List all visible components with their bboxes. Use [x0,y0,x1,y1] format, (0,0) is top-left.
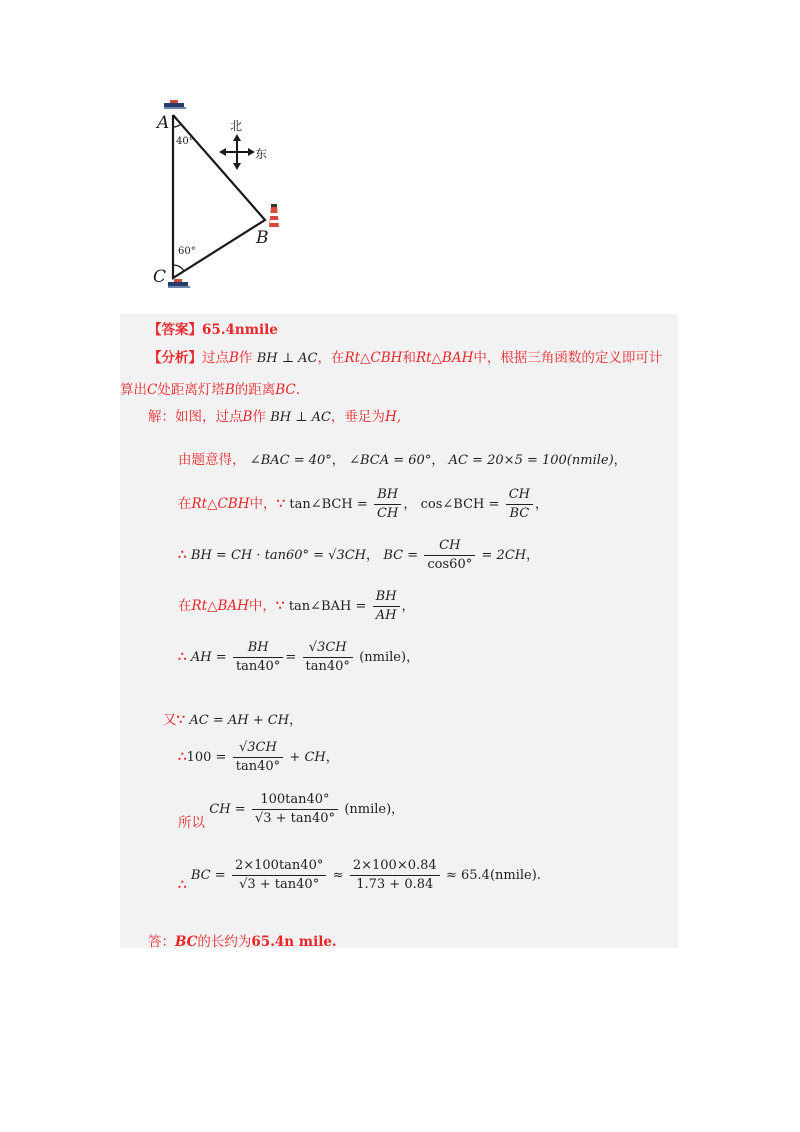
fraction-numerator: √3CH [303,640,353,658]
cos-bch-label: cos∠BCH = [420,497,500,512]
equation-100: 100 = [186,750,227,765]
fraction-denominator: 1.73 + 0.84 [356,877,434,892]
solution-text: 解：如图，过点 [148,409,243,425]
bc-equals-2ch: = 2CH [481,548,527,563]
analysis-text: 算出 [120,382,147,398]
analysis-text: 的距离 [234,382,276,398]
compass-north-label: 北 [230,119,243,133]
fraction-numerator: BH [233,640,283,658]
therefore-symbol: ∴ [178,749,187,765]
compass-arrows [219,134,255,170]
solution-text: 由题意得， [178,452,246,468]
fraction-bh-ch [374,487,401,522]
solution-text: 答： [148,934,175,950]
final-answer-value: 65.4n mile. [251,934,337,950]
analysis-text: 中，根据三角函数的定义即可计 [473,350,663,366]
analysis-text: 作 [238,350,253,366]
bc-label: BC = [383,548,419,563]
vertex-label-a: A [157,113,170,133]
solution-line-3: 在Rt△CBH中，∵ tan∠BCH = $\frac{BH}{CH}$ ， cos∠BCH = $\frac{CH}{BC}$ ， [178,487,549,521]
fraction-numerator: 100tan40° [252,792,338,810]
analysis-point-b: B [224,382,235,398]
solution-line-6: ∴ AH = $\frac{BH}{\tan 40^\circ}$ = $\frac{√3CH}{\tan 40^\circ}$ (nmile)， [178,640,420,674]
answer-line [148,318,278,338]
fraction-denominator: BC [509,506,530,521]
solution-text: 作 [252,409,266,425]
because-symbol: ∵ [276,496,286,512]
length-ac: AC = 20×5 = 100(nmile) [448,453,614,468]
fraction-ch-result [252,792,338,827]
approx-symbol: ≈ [332,868,344,883]
solution-line-7: 又∵ AC = AH + CH， [163,712,303,728]
angle-arc-a [173,124,181,127]
final-answer-line [148,930,337,950]
solution-line-9: 所以 CH = $\frac{100\tan 40^\circ}{√3 + \tan 40^\circ}$ (nmile)， [178,792,405,831]
fraction-numerator: 2×100tan40° [232,858,326,876]
ac-sum-expression: AC = AH + CH [189,713,290,728]
bc-label: BC = [190,868,226,883]
answer-tag: 【答案】 [148,322,202,338]
fraction-bh-ah [373,589,400,624]
solution-line-2: 由题意得， ∠BAC = 40°， ∠BCA = 60°， AC = 20×5 = 100(nmile)， [178,452,627,468]
fraction-denominator: tan40° [235,759,281,774]
solution-text: 中， [248,598,276,614]
because-symbol: ∵ [275,598,285,614]
analysis-triangle-cbh: Rt△CBH [344,350,403,366]
answer-value: 65.4nmile [202,322,278,338]
angle-arc-c [173,265,184,271]
solution-line-4: ∴ BH = CH · tan60° = √3CH， BC = $\frac{CH}{\cos 60^\circ}$ = 2CH， [178,538,540,572]
fraction-numerator: 2×100×0.84 [350,858,440,876]
solution-text: 中， [249,496,277,512]
angle-label-c: 60° [178,246,196,257]
solution-line-10: ∴ BC = $\frac{2\times 100\tan 40^\circ}{√3 + \tan 40^\circ}$ ≈ $\frac{2\times 100\times 0.84}{1.73 + 0.84}$ ≈ 65.4(nmile). [178,858,541,893]
solution-text: 在 [178,598,192,614]
solution-text: 所以 [178,815,205,831]
analysis-triangle-bah: Rt△BAH [415,350,474,366]
bh-expression: BH = CH · tan60° = √3CH [190,548,367,563]
triangle-figure [150,95,300,295]
solution-text: 在 [178,496,192,512]
fraction-sqrt3ch-tan40 [233,740,283,775]
solution-line-1 [148,405,401,425]
fraction-sqrt3ch-tan40 [303,640,353,675]
solution-text: 的长约为 [197,934,252,950]
vertex-label-c: C [153,267,167,287]
fraction-numerator: BH [373,589,400,607]
analysis-perpendicular: BH ⊥ AC [256,351,318,366]
solution-point-h: H, [384,409,402,425]
unit-nmile: (nmile) [344,802,392,817]
fraction-denominator: cos60° [427,557,473,572]
fraction-denominator: CH [377,506,399,521]
triangle-diagram [150,95,300,295]
fraction-bh-tan40 [233,640,283,675]
therefore-symbol: ∴ [178,877,187,893]
fraction-bc-exact [232,858,326,893]
fraction-denominator: √3 + tan40° [254,811,336,826]
analysis-text: . [295,382,301,398]
solution-text: 又 [163,712,177,728]
angle-bac: ∠BAC = 40° [249,453,332,468]
analysis-text: 和 [402,350,416,366]
fraction-denominator: √3 + tan40° [239,877,320,892]
tan-bah-label: tan∠BAH = [288,599,367,614]
angle-bca: ∠BCA = 60° [349,453,432,468]
ah-label: AH = [190,650,227,665]
fraction-numerator: CH [506,487,533,505]
fraction-ch-bc [506,487,533,522]
analysis-text: ，在 [317,350,345,366]
bc-result: ≈ 65.4(nmile) [445,868,537,883]
ship-icon-a [164,100,186,109]
final-segment-bc: BC [175,934,198,950]
fraction-ch-cos60 [424,538,475,573]
solution-line-8: ∴100 = $\frac{√3CH}{\tan 40^\circ}$ + CH， [178,740,339,774]
fraction-numerator: BH [374,487,401,505]
ship-icon-c [168,279,190,288]
analysis-line-2 [120,378,300,398]
angle-label-a: 40° [176,136,194,147]
lighthouse-icon [269,204,279,227]
fraction-numerator: CH [424,538,475,556]
fraction-denominator: AH [375,608,397,623]
solution-text: ，垂足为 [330,409,385,425]
analysis-line-1 [148,346,662,366]
analysis-point-c: C [147,382,158,398]
solution-triangle-bah: Rt△BAH [191,598,249,614]
fraction-denominator: tan40° [305,659,350,674]
fraction-denominator: tan40° [235,659,281,674]
ch-label: CH = [209,802,246,817]
therefore-symbol: ∴ [178,649,187,665]
analysis-point-b: B [229,350,239,366]
fraction-bc-numeric [350,858,440,893]
vertex-label-b: B [256,228,269,248]
solution-point-b: B [242,409,253,425]
solution-perpendicular: BH ⊥ AC [270,410,331,425]
because-symbol: ∵ [176,712,186,728]
solution-triangle-cbh: Rt△CBH [191,496,250,512]
solution-line-5: 在Rt△BAH中，∵ tan∠BAH = $\frac{BH}{AH}$ ， [178,589,415,623]
compass-east-label: 东 [255,147,268,161]
analysis-segment-bc: BC [275,382,296,398]
therefore-symbol: ∴ [178,547,187,563]
analysis-text: 处距离灯塔 [157,382,225,398]
analysis-text: 过点 [202,350,229,366]
plus-ch: + CH [289,750,326,765]
unit-nmile: (nmile) [359,650,407,665]
tan-bch-label: tan∠BCH = [289,497,368,512]
fraction-numerator: √3CH [233,740,283,758]
analysis-tag: 【分析】 [148,350,202,366]
